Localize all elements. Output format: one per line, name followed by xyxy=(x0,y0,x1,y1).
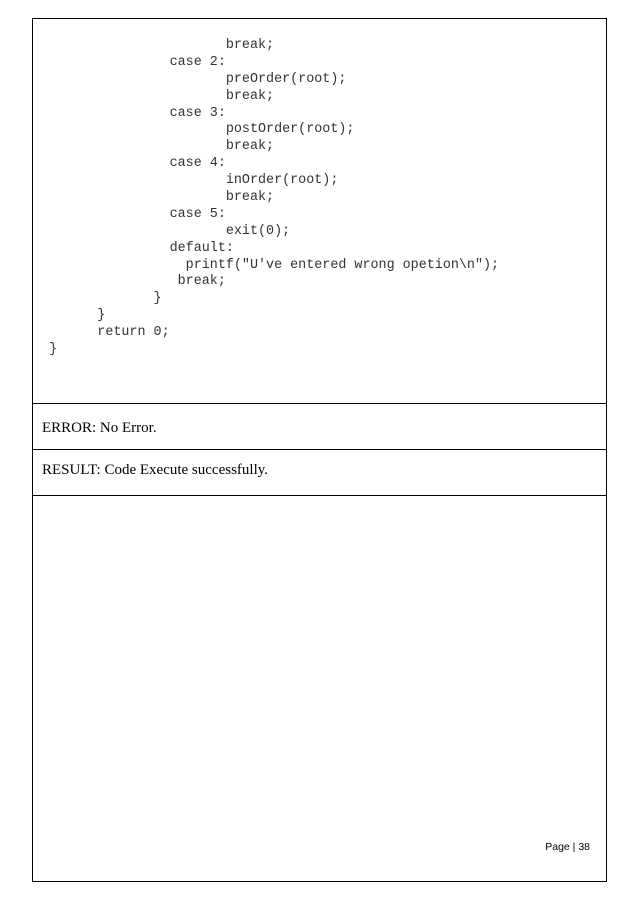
code-line: break; xyxy=(33,139,275,155)
code-line: case 5: xyxy=(33,206,226,222)
result-row xyxy=(33,450,606,496)
code-section xyxy=(33,19,606,404)
code-block xyxy=(33,38,499,359)
code-line: case 2: xyxy=(33,54,226,70)
code-line: inOrder(root); xyxy=(33,173,339,189)
code-line: break; xyxy=(33,88,275,104)
result-text: RESULT: Code Execute successfully. xyxy=(42,462,269,478)
code-line: break; xyxy=(33,38,275,53)
code-line: break; xyxy=(33,190,275,206)
code-line: postOrder(root); xyxy=(33,122,355,138)
code-line: } xyxy=(33,342,58,358)
page-number: Page | 38 xyxy=(545,841,590,853)
code-line: break; xyxy=(33,274,226,290)
code-line: case 3: xyxy=(33,105,226,121)
error-text: ERROR: No Error. xyxy=(42,420,157,436)
code-line: default: xyxy=(33,240,234,256)
code-line: case 4: xyxy=(33,156,226,172)
page-frame xyxy=(32,18,607,882)
code-line: printf("U've entered wrong opetion\n"); xyxy=(33,257,500,273)
code-line: } xyxy=(33,308,106,324)
code-line: } xyxy=(33,291,162,307)
code-line: preOrder(root); xyxy=(33,71,347,87)
error-row xyxy=(33,404,606,450)
code-line: exit(0); xyxy=(33,223,291,239)
code-line: return 0; xyxy=(33,325,170,341)
